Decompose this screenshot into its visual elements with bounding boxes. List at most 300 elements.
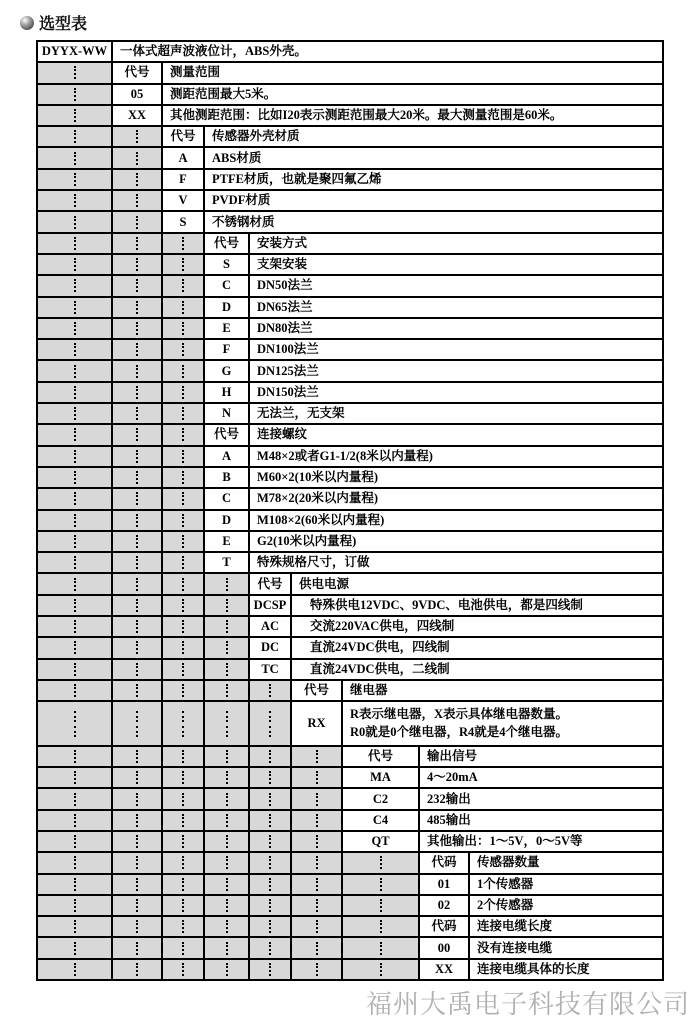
continuation-dots-cell <box>38 638 113 657</box>
table-row <box>38 210 662 231</box>
vertical-ellipsis-icon <box>226 814 228 827</box>
vertical-ellipsis-icon <box>182 428 184 441</box>
vertical-ellipsis-icon <box>136 152 138 165</box>
continuation-dots-cell <box>38 106 113 125</box>
vertical-ellipsis-icon <box>136 492 138 505</box>
continuation-dots-cell <box>205 638 250 657</box>
continuation-dots-cell <box>205 938 250 957</box>
description-cell: 连接电缆具体的长度 <box>477 961 590 976</box>
continuation-dots-cell <box>163 574 205 593</box>
vertical-ellipsis-icon <box>74 88 76 101</box>
continuation-dots-cell <box>250 896 292 915</box>
continuation-dots-cell <box>250 917 292 936</box>
table-row <box>38 572 662 593</box>
vertical-ellipsis-icon <box>74 237 76 250</box>
continuation-dots-cell <box>38 511 113 530</box>
vertical-ellipsis-icon <box>136 711 138 722</box>
company-footer: 福州大禹电子科技有限公司 <box>365 990 690 1019</box>
continuation-dots-cell <box>163 276 205 295</box>
vertical-ellipsis-icon <box>182 599 184 612</box>
continuation-dots-cell <box>343 896 420 915</box>
continuation-dots-cell <box>113 660 163 679</box>
description-cell: 其他测距范围：比如I20表示测距范围最大20米。最大测量范围是60米。 <box>170 108 563 123</box>
vertical-ellipsis-icon <box>226 856 228 869</box>
description-cell: 特殊供电12VDC、9VDC、电池供电，都是四线制 <box>310 597 583 612</box>
vertical-ellipsis-icon <box>136 173 138 186</box>
vertical-ellipsis-icon <box>182 386 184 399</box>
continuation-dots-cell <box>113 489 163 508</box>
code-cell: 代号 <box>292 681 343 700</box>
vertical-ellipsis-icon <box>74 814 76 827</box>
description-cell: 2个传感器 <box>477 898 534 913</box>
table-row <box>38 530 662 551</box>
vertical-ellipsis-icon <box>182 556 184 569</box>
continuation-dots-cell <box>38 468 113 487</box>
vertical-ellipsis-icon <box>226 711 228 722</box>
continuation-dots-cell <box>163 404 205 423</box>
continuation-dots-cell <box>38 574 113 593</box>
continuation-dots-cell <box>163 681 205 700</box>
continuation-dots-cell <box>205 702 250 745</box>
vertical-ellipsis-icon <box>380 942 382 955</box>
continuation-dots-cell <box>205 617 250 636</box>
table-row <box>38 61 662 82</box>
table-row <box>38 296 662 317</box>
description-cell: 其他输出：1～5V，0～5V等 <box>427 834 583 849</box>
code-cell: S <box>205 255 250 274</box>
code-cell: QT <box>343 832 420 851</box>
vertical-ellipsis-icon <box>269 856 271 869</box>
vertical-ellipsis-icon <box>182 407 184 420</box>
description-cell: M78×2(20米以内量程) <box>257 491 378 506</box>
continuation-dots-cell <box>292 853 343 872</box>
vertical-ellipsis-icon <box>226 726 228 737</box>
vertical-ellipsis-icon <box>136 835 138 848</box>
vertical-ellipsis-icon <box>182 663 184 676</box>
continuation-dots-cell <box>38 747 113 766</box>
continuation-dots-cell <box>163 960 205 979</box>
section-heading <box>20 11 87 34</box>
vertical-ellipsis-icon <box>182 920 184 933</box>
continuation-dots-cell <box>113 361 163 380</box>
continuation-dots-cell <box>113 574 163 593</box>
vertical-ellipsis-icon <box>136 343 138 356</box>
table-row <box>38 338 662 359</box>
continuation-dots-cell <box>38 938 113 957</box>
continuation-dots-cell <box>38 404 113 423</box>
continuation-dots-cell <box>38 63 113 82</box>
continuation-dots-cell <box>38 383 113 402</box>
code-cell: 代码 <box>420 853 470 872</box>
table-row <box>38 487 662 508</box>
continuation-dots-cell <box>38 255 113 274</box>
vertical-ellipsis-icon <box>182 322 184 335</box>
table-row <box>38 915 662 936</box>
code-cell: DCSP <box>250 596 292 615</box>
vertical-ellipsis-icon <box>74 173 76 186</box>
vertical-ellipsis-icon <box>316 942 318 955</box>
vertical-ellipsis-icon <box>182 535 184 548</box>
continuation-dots-cell <box>38 553 113 572</box>
continuation-dots-cell <box>163 234 205 253</box>
vertical-ellipsis-icon <box>316 793 318 806</box>
vertical-ellipsis-icon <box>182 514 184 527</box>
table-row <box>38 445 662 466</box>
vertical-ellipsis-icon <box>182 856 184 869</box>
table-row <box>38 168 662 189</box>
vertical-ellipsis-icon <box>74 771 76 784</box>
vertical-ellipsis-icon <box>269 835 271 848</box>
continuation-dots-cell <box>38 896 113 915</box>
continuation-dots-cell <box>113 170 163 189</box>
vertical-ellipsis-icon <box>182 750 184 763</box>
vertical-ellipsis-icon <box>74 535 76 548</box>
continuation-dots-cell <box>113 212 163 231</box>
continuation-dots-cell <box>113 938 163 957</box>
continuation-dots-cell <box>113 617 163 636</box>
vertical-ellipsis-icon <box>269 726 271 737</box>
continuation-dots-cell <box>113 340 163 359</box>
vertical-ellipsis-icon <box>182 878 184 891</box>
selection-table <box>36 40 664 981</box>
continuation-dots-cell <box>113 425 163 444</box>
code-cell: 代号 <box>205 234 250 253</box>
description-cell: PTFE材质，也就是聚四氟乙烯 <box>212 171 382 186</box>
continuation-dots-cell <box>113 319 163 338</box>
continuation-dots-cell <box>292 768 343 787</box>
continuation-dots-cell <box>163 853 205 872</box>
vertical-ellipsis-icon <box>74 684 76 697</box>
description-cell: 测量范围 <box>170 65 221 80</box>
vertical-ellipsis-icon <box>74 407 76 420</box>
vertical-ellipsis-icon <box>136 814 138 827</box>
table-row <box>38 423 662 444</box>
page-title: 选型表 <box>39 16 88 33</box>
table-row <box>38 232 662 253</box>
continuation-dots-cell <box>205 875 250 894</box>
vertical-ellipsis-icon <box>74 258 76 271</box>
continuation-dots-cell <box>113 747 163 766</box>
vertical-ellipsis-icon <box>74 343 76 356</box>
continuation-dots-cell <box>113 768 163 787</box>
vertical-ellipsis-icon <box>136 130 138 143</box>
vertical-ellipsis-icon <box>182 578 184 591</box>
continuation-dots-cell <box>163 489 205 508</box>
vertical-ellipsis-icon <box>182 793 184 806</box>
table-row <box>38 851 662 872</box>
continuation-dots-cell <box>163 383 205 402</box>
vertical-ellipsis-icon <box>74 66 76 79</box>
table-row <box>38 700 662 745</box>
vertical-ellipsis-icon <box>316 856 318 869</box>
vertical-ellipsis-icon <box>136 750 138 763</box>
continuation-dots-cell <box>343 938 420 957</box>
continuation-dots-cell <box>163 361 205 380</box>
table-row <box>38 509 662 530</box>
code-cell: F <box>205 340 250 359</box>
vertical-ellipsis-icon <box>182 814 184 827</box>
continuation-dots-cell <box>163 468 205 487</box>
code-cell: RX <box>292 702 343 745</box>
continuation-dots-cell <box>163 875 205 894</box>
vertical-ellipsis-icon <box>316 920 318 933</box>
description-cell: PVDF材质 <box>212 193 271 208</box>
code-cell: AC <box>250 617 292 636</box>
vertical-ellipsis-icon <box>74 793 76 806</box>
vertical-ellipsis-icon <box>226 750 228 763</box>
vertical-ellipsis-icon <box>74 152 76 165</box>
continuation-dots-cell <box>113 789 163 808</box>
continuation-dots-cell <box>38 212 113 231</box>
vertical-ellipsis-icon <box>226 663 228 676</box>
continuation-dots-cell <box>343 853 420 872</box>
continuation-dots-cell <box>205 768 250 787</box>
description-cell: DN125法兰 <box>257 363 319 378</box>
vertical-ellipsis-icon <box>380 899 382 912</box>
code-cell: E <box>205 319 250 338</box>
vertical-ellipsis-icon <box>182 492 184 505</box>
vertical-ellipsis-icon <box>380 878 382 891</box>
table-row <box>38 125 662 146</box>
vertical-ellipsis-icon <box>136 407 138 420</box>
vertical-ellipsis-icon <box>74 641 76 654</box>
vertical-ellipsis-icon <box>136 258 138 271</box>
table-row <box>38 936 662 957</box>
vertical-ellipsis-icon <box>136 237 138 250</box>
table-row <box>38 636 662 657</box>
description-cell: 1个传感器 <box>477 876 534 891</box>
vertical-ellipsis-icon <box>74 878 76 891</box>
code-cell: 代号 <box>343 747 420 766</box>
vertical-ellipsis-icon <box>74 556 76 569</box>
code-cell: 02 <box>420 896 470 915</box>
vertical-ellipsis-icon <box>136 663 138 676</box>
vertical-ellipsis-icon <box>226 684 228 697</box>
continuation-dots-cell <box>292 896 343 915</box>
continuation-dots-cell <box>250 853 292 872</box>
vertical-ellipsis-icon <box>226 620 228 633</box>
continuation-dots-cell <box>38 660 113 679</box>
vertical-ellipsis-icon <box>74 599 76 612</box>
continuation-dots-cell <box>38 319 113 338</box>
continuation-dots-cell <box>113 234 163 253</box>
continuation-dots-cell <box>113 404 163 423</box>
code-cell: 代号 <box>205 425 250 444</box>
vertical-ellipsis-icon <box>380 856 382 869</box>
continuation-dots-cell <box>113 447 163 466</box>
vertical-ellipsis-icon <box>136 386 138 399</box>
vertical-ellipsis-icon <box>136 771 138 784</box>
vertical-ellipsis-icon <box>316 899 318 912</box>
continuation-dots-cell <box>292 917 343 936</box>
description-cell: 传感器外壳材质 <box>212 129 300 144</box>
continuation-dots-cell <box>250 681 292 700</box>
vertical-ellipsis-icon <box>380 920 382 933</box>
vertical-ellipsis-icon <box>136 450 138 463</box>
code-cell: XX <box>420 960 470 979</box>
continuation-dots-cell <box>38 276 113 295</box>
code-cell: 代号 <box>113 63 163 82</box>
continuation-dots-cell <box>38 489 113 508</box>
continuation-dots-cell <box>163 511 205 530</box>
description-cell: 直流24VDC供电，四线制 <box>310 640 450 655</box>
table-row <box>38 253 662 274</box>
continuation-dots-cell <box>250 960 292 979</box>
vertical-ellipsis-icon <box>226 835 228 848</box>
continuation-dots-cell <box>343 875 420 894</box>
vertical-ellipsis-icon <box>316 750 318 763</box>
description-cell: 连接电缆长度 <box>477 919 553 934</box>
vertical-ellipsis-icon <box>74 663 76 676</box>
continuation-dots-cell <box>113 960 163 979</box>
code-cell: 代号 <box>250 574 292 593</box>
vertical-ellipsis-icon <box>74 428 76 441</box>
table-row <box>38 830 662 851</box>
continuation-dots-cell <box>292 811 343 830</box>
description-cell: 4～20mA <box>427 770 478 785</box>
vertical-ellipsis-icon <box>182 301 184 314</box>
continuation-dots-cell <box>205 596 250 615</box>
continuation-dots-cell <box>205 960 250 979</box>
vertical-ellipsis-icon <box>136 322 138 335</box>
continuation-dots-cell <box>163 553 205 572</box>
continuation-dots-cell <box>38 85 113 104</box>
code-cell: C <box>205 489 250 508</box>
vertical-ellipsis-icon <box>136 920 138 933</box>
continuation-dots-cell <box>250 789 292 808</box>
vertical-ellipsis-icon <box>136 578 138 591</box>
table-row <box>38 894 662 915</box>
vertical-ellipsis-icon <box>182 343 184 356</box>
continuation-dots-cell <box>113 191 163 210</box>
code-cell: XX <box>113 106 163 125</box>
table-row <box>38 104 662 125</box>
model-code-cell: DYYX-WW <box>38 42 113 61</box>
table-row <box>38 679 662 700</box>
description-cell: 无法兰，无支架 <box>257 406 345 421</box>
continuation-dots-cell <box>163 532 205 551</box>
vertical-ellipsis-icon <box>182 471 184 484</box>
code-cell: 代号 <box>163 127 205 146</box>
continuation-dots-cell <box>38 447 113 466</box>
vertical-ellipsis-icon <box>269 920 271 933</box>
vertical-ellipsis-icon <box>136 620 138 633</box>
continuation-dots-cell <box>205 789 250 808</box>
continuation-dots-cell <box>113 896 163 915</box>
vertical-ellipsis-icon <box>74 942 76 955</box>
description-cell: M48×2或者G1-1/2(8米以内量程) <box>257 448 433 463</box>
vertical-ellipsis-icon <box>74 835 76 848</box>
description-cell: M108×2(60米以内量程) <box>257 512 385 527</box>
table-row <box>38 594 662 615</box>
vertical-ellipsis-icon <box>136 599 138 612</box>
vertical-ellipsis-icon <box>316 963 318 976</box>
code-cell: 01 <box>420 875 470 894</box>
continuation-dots-cell <box>163 596 205 615</box>
continuation-dots-cell <box>205 917 250 936</box>
code-cell: H <box>205 383 250 402</box>
table-row <box>38 402 662 423</box>
table-row <box>38 317 662 338</box>
vertical-ellipsis-icon <box>136 726 138 737</box>
vertical-ellipsis-icon <box>74 514 76 527</box>
description-cell: 继电器 <box>350 683 388 698</box>
vertical-ellipsis-icon <box>182 726 184 737</box>
continuation-dots-cell <box>163 702 205 745</box>
continuation-dots-cell <box>113 383 163 402</box>
table-row <box>38 873 662 894</box>
bullet-sphere-icon <box>20 16 34 30</box>
vertical-ellipsis-icon <box>269 899 271 912</box>
table-row <box>38 658 662 679</box>
continuation-dots-cell <box>163 617 205 636</box>
continuation-dots-cell <box>163 425 205 444</box>
continuation-dots-cell <box>205 811 250 830</box>
continuation-dots-cell <box>163 896 205 915</box>
code-cell: C <box>205 276 250 295</box>
vertical-ellipsis-icon <box>182 771 184 784</box>
description-cell: 供电电源 <box>299 576 350 591</box>
vertical-ellipsis-icon <box>74 471 76 484</box>
vertical-ellipsis-icon <box>74 620 76 633</box>
continuation-dots-cell <box>113 553 163 572</box>
code-cell: T <box>205 553 250 572</box>
code-cell: V <box>163 191 205 210</box>
continuation-dots-cell <box>163 255 205 274</box>
code-cell: TC <box>250 660 292 679</box>
description-cell: DN80法兰 <box>257 321 313 335</box>
vertical-ellipsis-icon <box>74 856 76 869</box>
continuation-dots-cell <box>113 276 163 295</box>
vertical-ellipsis-icon <box>316 814 318 827</box>
vertical-ellipsis-icon <box>316 835 318 848</box>
vertical-ellipsis-icon <box>269 684 271 697</box>
continuation-dots-cell <box>113 811 163 830</box>
vertical-ellipsis-icon <box>182 963 184 976</box>
vertical-ellipsis-icon <box>136 878 138 891</box>
vertical-ellipsis-icon <box>136 428 138 441</box>
vertical-ellipsis-icon <box>74 963 76 976</box>
description-cell: 直流24VDC供电，二线制 <box>310 661 450 676</box>
vertical-ellipsis-icon <box>182 899 184 912</box>
vertical-ellipsis-icon <box>226 771 228 784</box>
continuation-dots-cell <box>113 298 163 317</box>
description-cell: 连接螺纹 <box>257 427 308 442</box>
vertical-ellipsis-icon <box>136 963 138 976</box>
continuation-dots-cell <box>38 298 113 317</box>
description-cell: 传感器数量 <box>477 855 540 870</box>
description-cell: M60×2(10米以内量程) <box>257 470 378 485</box>
continuation-dots-cell <box>38 960 113 979</box>
vertical-ellipsis-icon <box>136 684 138 697</box>
continuation-dots-cell <box>113 255 163 274</box>
continuation-dots-cell <box>250 702 292 745</box>
continuation-dots-cell <box>38 832 113 851</box>
vertical-ellipsis-icon <box>316 771 318 784</box>
continuation-dots-cell <box>163 832 205 851</box>
table-header-row <box>38 42 662 61</box>
vertical-ellipsis-icon <box>136 899 138 912</box>
vertical-ellipsis-icon <box>136 942 138 955</box>
vertical-ellipsis-icon <box>182 835 184 848</box>
table-row <box>38 809 662 830</box>
continuation-dots-cell <box>292 938 343 957</box>
table-row <box>38 381 662 402</box>
continuation-dots-cell <box>163 319 205 338</box>
table-row <box>38 466 662 487</box>
continuation-dots-cell <box>113 596 163 615</box>
vertical-ellipsis-icon <box>74 130 76 143</box>
